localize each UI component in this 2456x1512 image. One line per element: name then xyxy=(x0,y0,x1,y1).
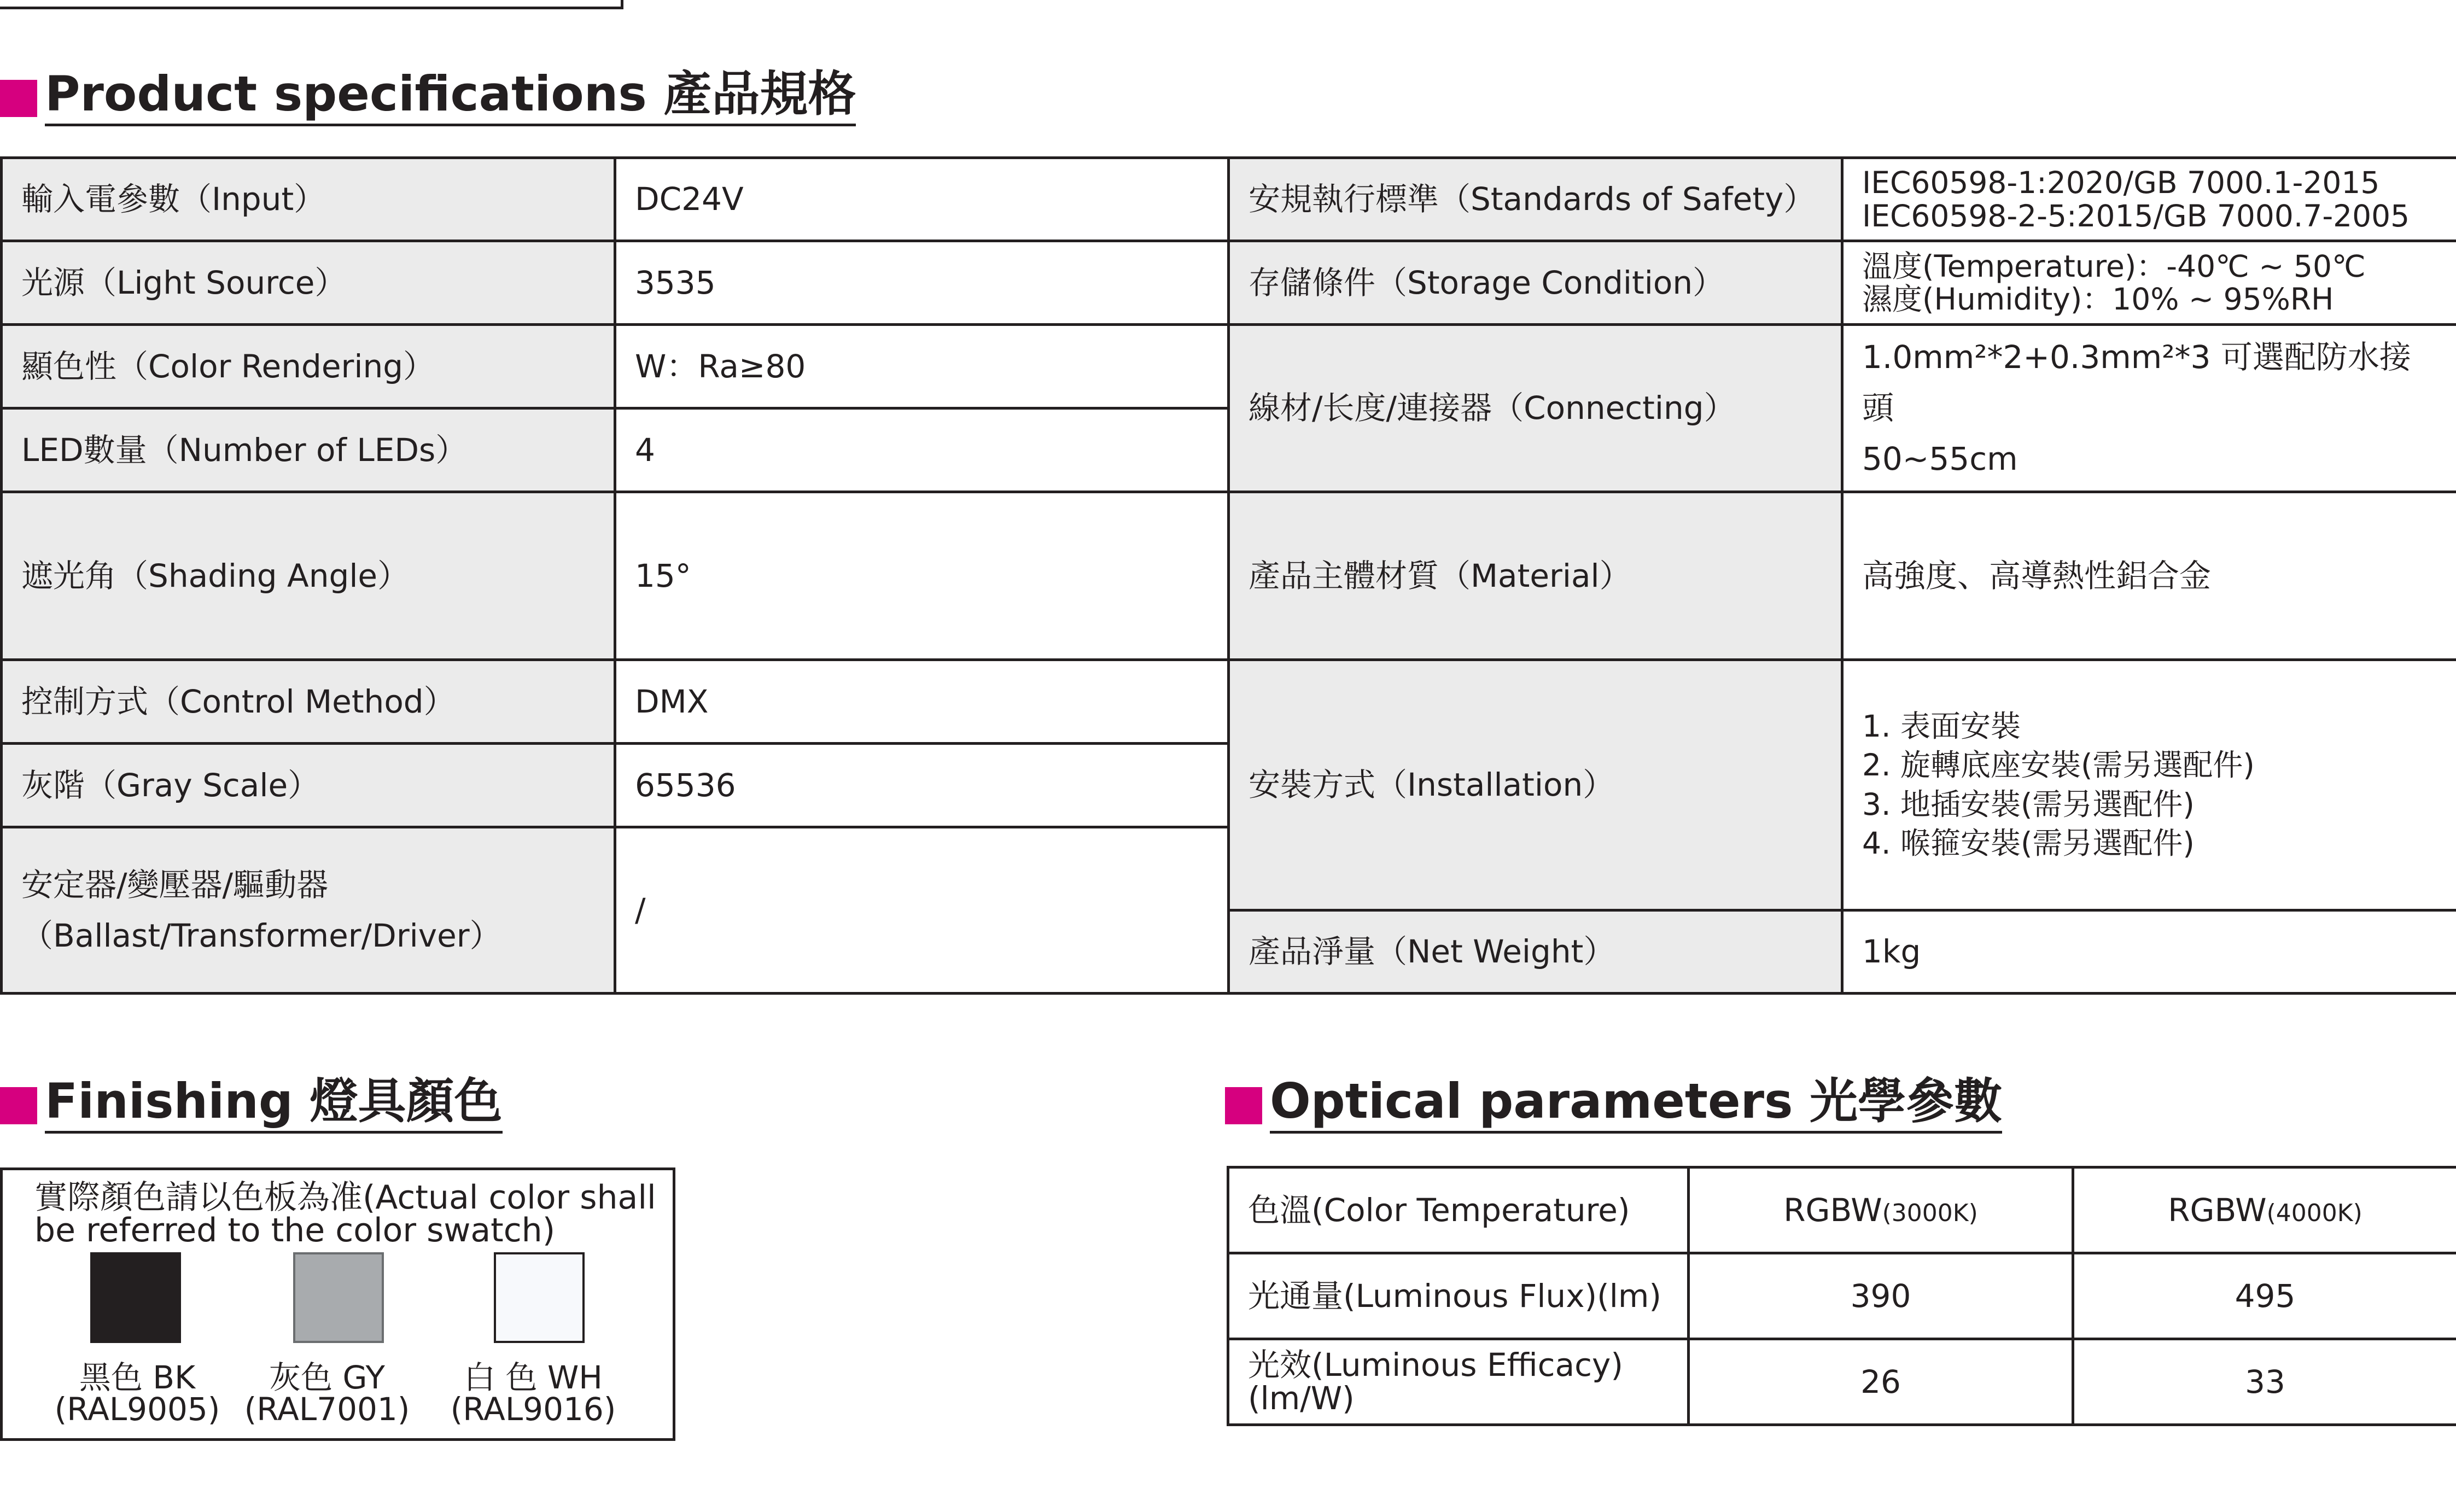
spec-label: 光源（Light Source） xyxy=(2,241,615,325)
optical-label: 光效(Luminous Efficacy)(lm/W) xyxy=(1228,1339,1689,1425)
spec-value: IEC60598-1:2020/GB 7000.1-2015 IEC60598-2-5:2015/GB 7000.7-2005 xyxy=(1842,158,2456,241)
optical-col-sub: (4000K) xyxy=(2266,1199,2362,1227)
spec-label: 存儲條件（Storage Condition） xyxy=(1229,241,1842,325)
optical-col-header xyxy=(1689,1167,2073,1253)
swatch-ral: (RAL7001) xyxy=(244,1391,410,1428)
swatch-name: 黑色 BK xyxy=(79,1359,196,1396)
spec-value: 3535 xyxy=(615,241,1229,325)
spec-value: DMX xyxy=(615,660,1229,744)
optical-col-name: RGBW xyxy=(2168,1191,2267,1229)
spec-value: 15° xyxy=(615,492,1229,660)
spec-table xyxy=(0,156,2456,995)
swatch-label-white xyxy=(418,1359,648,1428)
spec-value: 1kg xyxy=(1842,910,2456,994)
spec-label: 安定器/變壓器/驅動器 （Ballast/Transformer/Driver） xyxy=(2,827,615,994)
optical-section-title: Optical parameters 光學參數 xyxy=(1270,1077,2002,1134)
spec-label: 線材/长度/連接器（Connecting） xyxy=(1229,325,1842,492)
spec-label: 產品主體材質（Material） xyxy=(1229,492,1842,660)
table-row xyxy=(1228,1253,2456,1339)
swatch-ral: (RAL9005) xyxy=(54,1391,220,1428)
optical-section-header xyxy=(1225,1073,2003,1134)
finishing-box xyxy=(0,1167,675,1441)
swatch-grey xyxy=(293,1252,384,1343)
table-row xyxy=(1228,1167,2456,1253)
swatch-white xyxy=(494,1252,585,1343)
spec-value: 65536 xyxy=(615,744,1229,827)
spec-label: LED數量（Number of LEDs） xyxy=(2,408,615,492)
spec-label: 安裝方式（Installation） xyxy=(1229,660,1842,910)
section-marker xyxy=(0,80,37,117)
spec-section-header xyxy=(0,66,856,126)
optical-col-sub: (3000K) xyxy=(1882,1199,1978,1227)
spec-label: 顯色性（Color Rendering） xyxy=(2,325,615,408)
optical-col-header xyxy=(2073,1167,2456,1253)
spec-value: 1. 表面安裝 2. 旋轉底座安裝(需另選配件) 3. 地插安裝(需另選配件) 4. 喉箍安裝(需另選配件) xyxy=(1842,660,2456,910)
optical-value: 495 xyxy=(2073,1253,2456,1339)
spec-value: DC24V xyxy=(615,158,1229,241)
section-marker xyxy=(1225,1087,1262,1124)
swatch-ral: (RAL9016) xyxy=(450,1391,616,1428)
table-row xyxy=(2,660,2456,744)
spec-label: 遮光角（Shading Angle） xyxy=(2,492,615,660)
spec-label: 產品淨量（Net Weight） xyxy=(1229,910,1842,994)
table-row xyxy=(2,492,2456,660)
spec-value: / xyxy=(615,827,1229,994)
optical-label: 色溫(Color Temperature) xyxy=(1228,1167,1689,1253)
optical-label: 光通量(Luminous Flux)(lm) xyxy=(1228,1253,1689,1339)
optical-value: 26 xyxy=(1689,1339,2073,1425)
finishing-section-header xyxy=(0,1073,503,1134)
spec-section-title: Product specifications 產品規格 xyxy=(45,70,856,126)
spec-value: 高強度、高導熱性鋁合金 xyxy=(1842,492,2456,660)
spec-label: 輸入電參數（Input） xyxy=(2,158,615,241)
finishing-section-title: Finishing 燈具顏色 xyxy=(45,1077,503,1134)
spec-value: 1.0mm²*2+0.3mm²*3 可選配防水接頭 50~55cm xyxy=(1842,325,2456,492)
spec-label: 控制方式（Control Method） xyxy=(2,660,615,744)
finishing-note: 實際顏色請以色板為准(Actual color shall be referred to the color swatch) xyxy=(34,1178,656,1250)
section-marker xyxy=(0,1087,37,1124)
swatch-label-black xyxy=(22,1359,252,1428)
spec-label: 灰階（Gray Scale） xyxy=(2,744,615,827)
optical-value: 390 xyxy=(1689,1253,2073,1339)
table-row xyxy=(2,158,2456,241)
top-frame-fragment xyxy=(0,0,623,9)
spec-value: W：Ra≥80 xyxy=(615,325,1229,408)
swatch-name: 白 色 WH xyxy=(464,1359,603,1396)
spec-value: 4 xyxy=(615,408,1229,492)
optical-value: 33 xyxy=(2073,1339,2456,1425)
spec-value: 溫度(Temperature)：-40℃ ~ 50℃ 濕度(Humidity)：10% ~ 95%RH xyxy=(1842,241,2456,325)
optical-table xyxy=(1227,1166,2456,1426)
table-row xyxy=(2,325,2456,408)
table-row xyxy=(1228,1339,2456,1425)
swatch-name: 灰色 GY xyxy=(269,1359,385,1396)
swatch-black xyxy=(90,1252,181,1343)
spec-label: 安規執行標準（Standards of Safety） xyxy=(1229,158,1842,241)
table-row xyxy=(2,241,2456,325)
optical-col-name: RGBW xyxy=(1783,1191,1882,1229)
swatch-label-grey xyxy=(223,1359,431,1428)
